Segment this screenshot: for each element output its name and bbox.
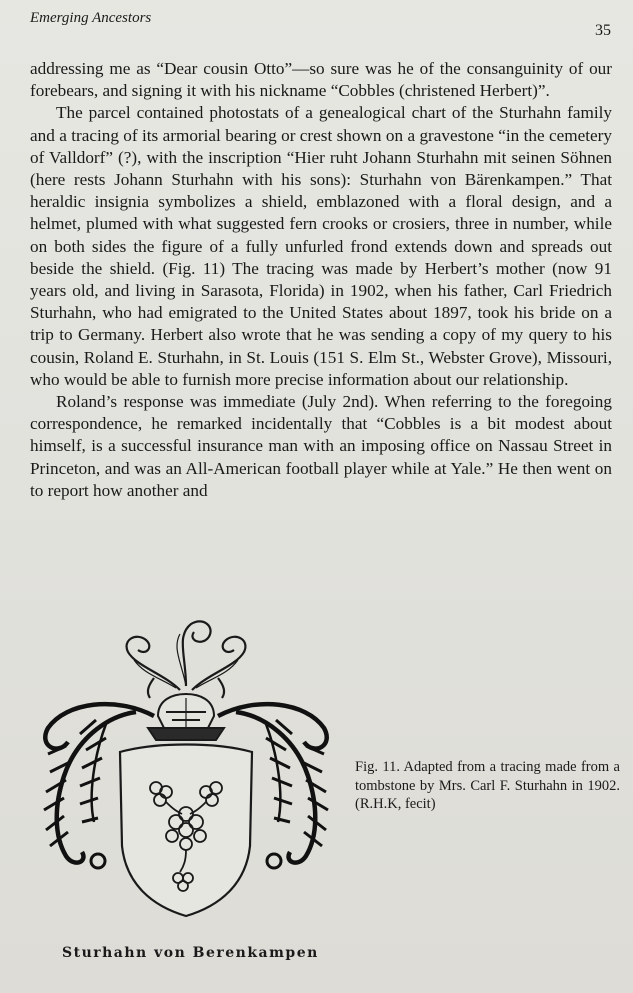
crest-plume	[127, 621, 246, 698]
running-head: Emerging Ancestors	[30, 10, 152, 26]
crest-legend: Sturhahn von Berenkampen	[62, 945, 319, 961]
paragraph-1: addressing me as “Dear cousin Otto”—so sure was he of the consanguinity of our forebears, and signing it with his nickname “Cobbles (christened Herbert)”.	[30, 59, 612, 101]
paragraph-2: The parcel contained photostats of a genealogical chart of the Sturhahn family and a tracing of its armorial bearing or crest shown on a gravestone “in the cemetery of Valldorf” (?), with the inscription “Hier ruht Johann Sturhahn mit seinen Söhnen (here rests Johann Sturhahn with his sons): Sturhahn von Bärenkampen.” That heraldic insignia symbolizes a shield, emblazoned with a floral design, and a helmet, plumed with what suggested fern crooks or crosiers, three in number, while on both sides the figure of a fully unfurled frond extends down and spreads out beside the shield. (Fig. 11) The tracing was made by Herbert’s mother (now 91 years old, and living in Sarasota, Florida) in 1902, when his father, Carl Friedrich Sturhahn, who had emigrated to the United States about 1897, took his bride on a trip to Germany. Herbert also wrote that he was sending a copy of my query to his cousin, Roland E. Sturhahn, in St. Louis (151 S. Elm St., Webster Grove), Missouri, who would be able to furnish more precise information about our relationship.	[30, 103, 612, 389]
crest-helmet	[148, 694, 224, 740]
paragraph-3: Roland’s response was immediate (July 2nd). When referring to the foregoing correspondence, he remarked incidentally that “Cobbles is a bit modest about himself, is a successful insurance man with an imposing office on Nassau Street in Princeton, and was an All-American football player while at Yale.” He then went on to report how another and	[30, 392, 612, 500]
crest-right-frond-leaves	[266, 720, 328, 846]
figure-caption: Fig. 11. Adapted from a tracing made from a tombstone by Mrs. Carl F. Sturhahn in 1902. (R.H.K, fecit)	[355, 759, 620, 812]
crest-left-frond-leaves	[44, 720, 106, 846]
body-text	[30, 58, 612, 502]
crest-illustration	[36, 616, 336, 926]
page-number: 35	[595, 22, 611, 39]
crest-figure	[36, 616, 336, 926]
